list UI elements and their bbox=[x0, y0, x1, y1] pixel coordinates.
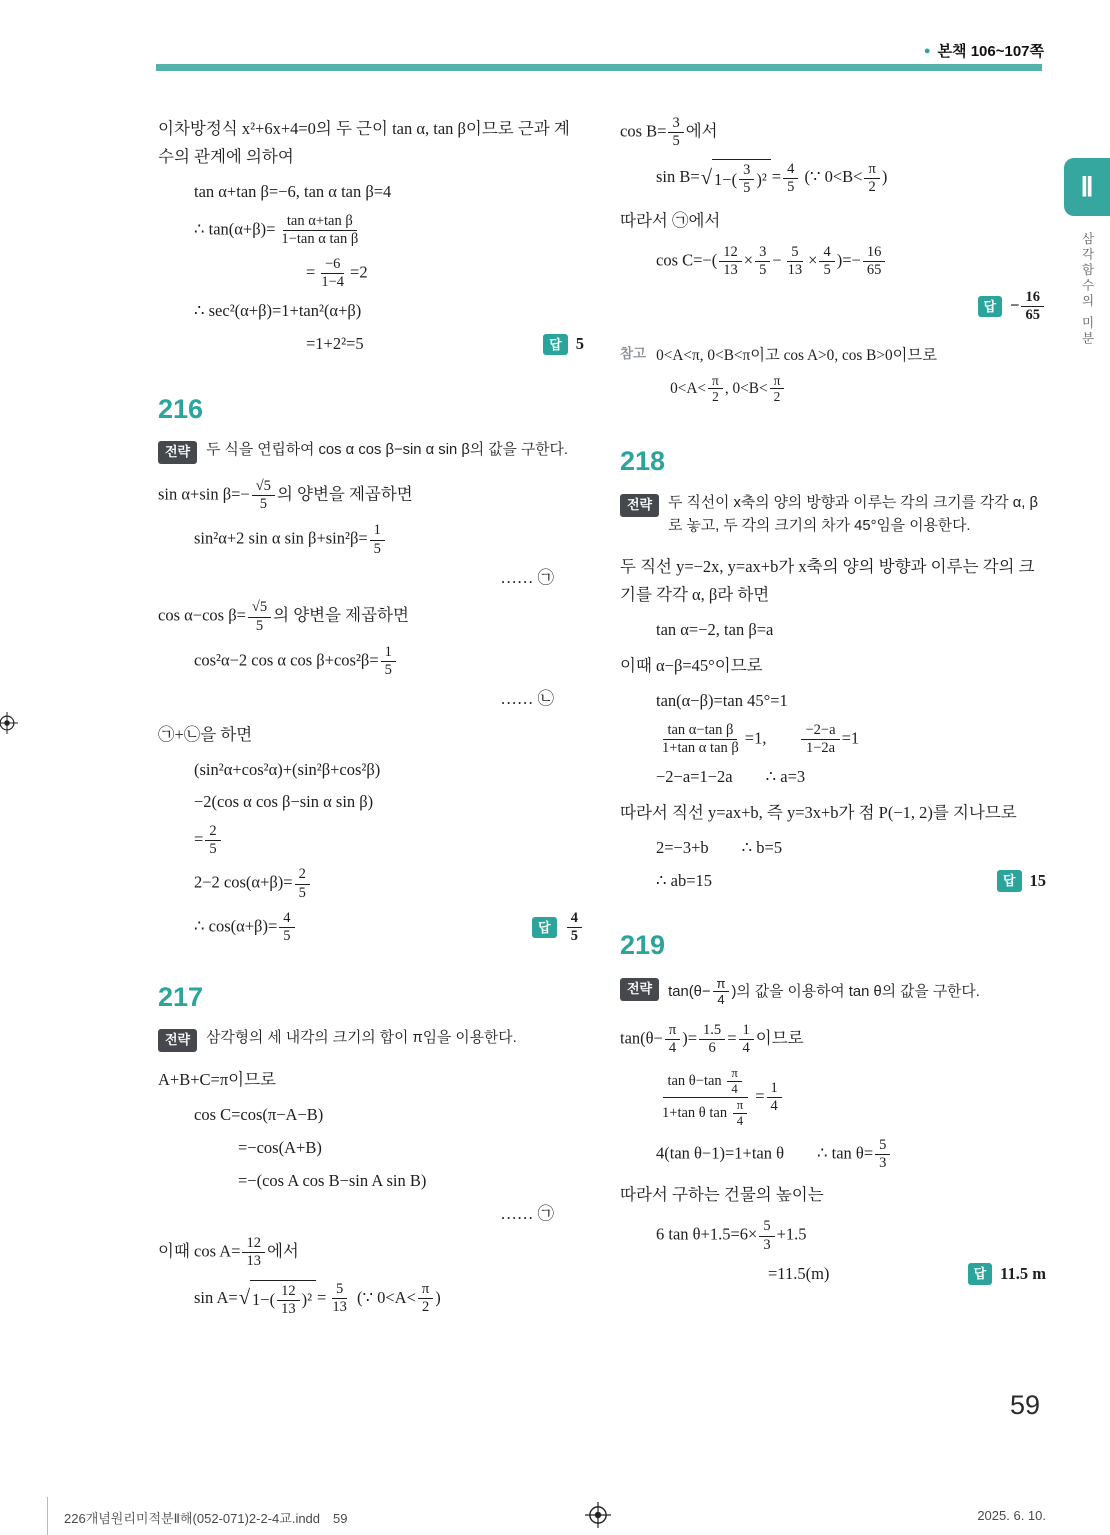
strategy bbox=[620, 976, 1046, 1008]
sqrt: √ 1−( $\frac{12}{13}$ )² bbox=[239, 1280, 316, 1318]
fraction: $\frac{5}{3}$ bbox=[875, 1137, 890, 1172]
fraction: $\frac{\pi}{2}$ bbox=[770, 373, 785, 406]
problem-number: 219 bbox=[620, 930, 666, 961]
math-line bbox=[158, 790, 584, 815]
fraction: $\frac{\text{tan α−tan β}}{\text{1+tan α tan β}}$ bbox=[662, 721, 739, 756]
fraction: $\frac{12}{13}$ bbox=[242, 1235, 265, 1270]
math-expression: ∴ cos(α+β)= $\frac{4}{5}$ bbox=[194, 910, 297, 945]
math-expression: 2−2 cos(α+β)= $\frac{2}{5}$ bbox=[194, 866, 312, 901]
fraction: $\frac{12}{13}$ bbox=[719, 244, 742, 279]
math-line bbox=[158, 522, 584, 557]
footer-filename: 226개념원리미적분Ⅱ해(052-071)2-2-4교.indd 59 bbox=[64, 1511, 348, 1526]
paragraph: tan(θ− $\frac{\pi}{4}$ )= $\frac{1.5}{6}$ = $\frac{1}{4}$ 이므로 bbox=[620, 1021, 804, 1056]
math-expression: 2=−3+b ∴ b=5 bbox=[656, 837, 783, 857]
reference-mark: …… ㉡ bbox=[500, 688, 554, 708]
fraction: $\frac{1}{5}$ bbox=[370, 522, 385, 557]
math-expression: −2−a=1−2a ∴ a=3 bbox=[656, 767, 806, 787]
fraction: $\frac{√5}{5}$ bbox=[252, 478, 275, 513]
strategy-badge: 전략 bbox=[158, 1029, 197, 1052]
math-expression: sin A= √ 1−( $\frac{12}{13}$ )² = $\frac{5}{13}$ (∵ 0<A< $\frac{\pi}{2}$ ) bbox=[194, 1281, 441, 1317]
math-expression: =1+2²=5 bbox=[306, 334, 364, 354]
math-line bbox=[620, 836, 1046, 861]
fraction: $\frac{5}{3}$ bbox=[759, 1218, 774, 1253]
math-expression: ∴ ab=15 bbox=[656, 870, 713, 890]
math-line bbox=[158, 256, 584, 291]
answer-line bbox=[620, 289, 1046, 324]
fraction: $\frac{\pi}{2}$ bbox=[418, 1281, 433, 1316]
answer bbox=[543, 332, 584, 357]
paragraph: 이때 α−β=45°이므로 bbox=[620, 655, 763, 675]
math-expression: tan α=−2, tan β=a bbox=[656, 620, 774, 640]
math-expression: −2(cos α cos β−sin α sin β) bbox=[194, 792, 374, 812]
problem-number: 217 bbox=[158, 981, 204, 1012]
answer-badge: 답 bbox=[978, 296, 1003, 318]
math-line bbox=[620, 722, 1046, 757]
answer-badge: 답 bbox=[543, 334, 568, 356]
math-line bbox=[158, 180, 584, 205]
fraction: $\frac{\text{tan α+tan β}}{\text{1−tan α tan β}}$ bbox=[281, 212, 359, 247]
math-line bbox=[158, 332, 584, 357]
column-left bbox=[158, 106, 584, 1326]
strategy-badge: 전략 bbox=[158, 441, 197, 464]
fraction: $\frac{1}{5}$ bbox=[381, 644, 396, 679]
note-line: 0<A< $\frac{\pi}{2}$ , 0<B< $\frac{\pi}{2}$ bbox=[656, 373, 937, 406]
fraction: $\frac{4}{5}$ bbox=[783, 161, 798, 196]
math-line bbox=[620, 1066, 1046, 1129]
fraction: $\frac{\pi}{4}$ bbox=[665, 1022, 680, 1057]
paragraph: cos B= $\frac{3}{5}$ 에서 bbox=[620, 115, 718, 150]
math-expression: cos C=−( $\frac{12}{13}$ × $\frac{3}{5}$ − $\frac{5}{13}$ × $\frac{4}{5}$ )=− $\frac{16}{65}$ bbox=[656, 244, 887, 279]
strategy-text: 두 식을 연립하여 cos α cos β−sin α sin β의 값을 구한다. bbox=[206, 442, 568, 459]
fraction: $\frac{4}{5}$ bbox=[819, 244, 834, 279]
fraction: $\frac{16}{65}$ bbox=[1021, 289, 1044, 324]
fraction: tan θ−tan $\frac{\pi}{4}$ 1+tan θ tan $\frac{\pi}{4}$ bbox=[658, 1066, 753, 1129]
math-line bbox=[620, 869, 1046, 894]
paragraph: 두 직선 y=−2x, y=ax+b가 x축의 양의 방향과 이루는 각의 크기를 각각 α, β라 하면 bbox=[620, 557, 1035, 605]
math-expression: = $\frac{2}{5}$ bbox=[194, 823, 223, 858]
note-line: 0<A<π, 0<B<π이고 cos A>0, cos B>0이므로 bbox=[656, 347, 937, 365]
math-expression: tan α+tan β=−6, tan α tan β=4 bbox=[194, 182, 392, 202]
math-expression: =−cos(A+B) bbox=[238, 1138, 322, 1158]
page-header bbox=[924, 40, 1044, 61]
header-page-ref: 본책 106~107쪽 bbox=[937, 43, 1044, 60]
fraction: $\frac{1.5}{6}$ bbox=[699, 1022, 725, 1057]
answer bbox=[532, 910, 584, 945]
paragraph: 따라서 직선 y=ax+b, 즉 y=3x+b가 점 P(−1, 2)를 지나므로 bbox=[620, 802, 1017, 822]
fraction: $\frac{\pi}{4}$ bbox=[713, 976, 730, 1008]
strategy-badge: 전략 bbox=[620, 978, 659, 1001]
answer-badge: 답 bbox=[532, 917, 557, 939]
math-line bbox=[158, 758, 584, 783]
fraction: $\frac{5}{13}$ bbox=[332, 1281, 347, 1316]
note bbox=[620, 340, 1046, 409]
fraction: $\frac{3}{5}$ bbox=[739, 162, 754, 197]
paragraph: 이때 cos A= $\frac{12}{13}$ 에서 bbox=[158, 1235, 299, 1270]
math-line bbox=[158, 644, 584, 679]
fraction: $\frac{1}{4}$ bbox=[739, 1022, 754, 1057]
math-line bbox=[620, 1218, 1046, 1253]
math-expression: cos C=cos(π−A−B) bbox=[194, 1105, 324, 1125]
fraction: $\frac{\pi}{2}$ bbox=[864, 161, 879, 196]
reference-mark: …… ㉠ bbox=[500, 1203, 554, 1223]
math-expression: sin B= √ 1−( $\frac{3}{5}$ )² = $\frac{4}{5}$ (∵ 0<B< $\frac{\pi}{2}$ ) bbox=[656, 160, 888, 197]
math-line bbox=[158, 299, 584, 324]
strategy bbox=[158, 1027, 584, 1052]
math-line bbox=[158, 823, 584, 858]
math-expression: tan(α−β)=tan 45°=1 bbox=[656, 691, 788, 711]
reference-mark: …… ㉠ bbox=[500, 567, 554, 587]
math-line bbox=[620, 765, 1046, 790]
math-expression: =11.5(m) bbox=[768, 1263, 830, 1283]
math-expression: ∴ sec²(α+β)=1+tan²(α+β) bbox=[194, 301, 362, 321]
math-line bbox=[158, 866, 584, 901]
problem-number: 216 bbox=[158, 393, 204, 424]
paragraph: cos α−cos β= $\frac{√5}{5}$ 의 양변을 제곱하면 bbox=[158, 599, 409, 634]
paragraph: ㉠+㉡을 하면 bbox=[158, 724, 253, 744]
fraction: $\frac{5}{13}$ bbox=[787, 243, 803, 278]
chapter-title-vertical: 삼각함수의 미분 bbox=[1080, 232, 1094, 347]
strategy bbox=[158, 439, 584, 464]
column-right bbox=[620, 106, 1046, 1294]
strategy-text: 두 직선이 x축의 양의 방향과 이루는 각의 크기를 각각 α, β로 놓고, 두 각의 크기의 차가 45°임을 이용한다. bbox=[668, 494, 1038, 535]
math-line bbox=[158, 1136, 584, 1161]
math-expression: sin²α+2 sin α sin β+sin²β= $\frac{1}{5}$ bbox=[194, 522, 387, 557]
math-line bbox=[158, 1280, 584, 1318]
fraction: $\frac{2}{5}$ bbox=[205, 823, 220, 858]
header-rule bbox=[156, 64, 1042, 71]
math-expression: tan θ−tan $\frac{\pi}{4}$ 1+tan θ tan $\frac{\pi}{4}$ = $\frac{1}{4}$ bbox=[656, 1066, 784, 1129]
fraction: $\frac{16}{65}$ bbox=[863, 244, 886, 279]
fraction: $\frac{2}{5}$ bbox=[295, 866, 310, 901]
math-line bbox=[620, 159, 1046, 197]
answer bbox=[968, 1262, 1046, 1287]
math-line bbox=[620, 1262, 1046, 1287]
paragraph: 따라서 ㉠에서 bbox=[620, 210, 721, 230]
problem-number: 218 bbox=[620, 446, 666, 477]
strategy-text: tan(θ− $\frac{\pi}{4}$ )의 값을 이용하여 tan θ의 값을 구한다. bbox=[668, 975, 980, 1008]
fraction: $\frac{3}{5}$ bbox=[668, 115, 683, 150]
fraction: $\frac{1}{4}$ bbox=[767, 1080, 782, 1115]
math-line bbox=[620, 689, 1046, 714]
fraction: $\frac{\pi}{2}$ bbox=[708, 373, 723, 406]
registration-mark-left bbox=[0, 712, 18, 734]
fraction: $\frac{3}{5}$ bbox=[755, 244, 770, 279]
fraction: $\frac{-2-a}{1-2a}$ bbox=[801, 722, 839, 757]
answer-value: − $\frac{16}{65}$ bbox=[1010, 289, 1046, 324]
math-expression: =−(cos A cos B−sin A sin B) bbox=[238, 1170, 427, 1190]
note-body bbox=[656, 340, 937, 409]
math-expression: $\frac{\text{tan α−tan β}}{\text{1+tan α tan β}}$ =1, $\frac{-2-a}{1-2a}$ =1 bbox=[656, 722, 859, 757]
paragraph: 따라서 구하는 건물의 높이는 bbox=[620, 1185, 824, 1205]
answer-value: 15 bbox=[1029, 870, 1046, 890]
fraction: $\frac{\pi}{4}$ bbox=[733, 1098, 747, 1129]
note-label: 참고 bbox=[620, 346, 647, 362]
math-line bbox=[620, 1137, 1046, 1172]
paragraph: sin α+sin β=− $\frac{√5}{5}$ 의 양변을 제곱하면 bbox=[158, 478, 413, 513]
sqrt: √ 1−( $\frac{3}{5}$ )² bbox=[701, 159, 771, 197]
fraction: $\frac{\pi}{4}$ bbox=[727, 1066, 741, 1097]
math-expression: cos²α−2 cos α cos β+cos²β= $\frac{1}{5}$ bbox=[194, 644, 398, 679]
math-expression: (sin²α+cos²α)+(sin²β+cos²β) bbox=[194, 759, 381, 779]
answer-badge: 답 bbox=[997, 870, 1022, 892]
paragraph: A+B+C=π이므로 bbox=[158, 1070, 276, 1090]
fraction: $\frac{√5}{5}$ bbox=[248, 599, 271, 634]
answer-value bbox=[565, 910, 584, 945]
fraction: $\frac{12}{13}$ bbox=[277, 1283, 300, 1318]
math-expression: 6 tan θ+1.5=6× $\frac{5}{3}$ +1.5 bbox=[656, 1218, 807, 1253]
math-line bbox=[620, 244, 1046, 279]
strategy-text: 삼각형의 세 내각의 크기의 합이 π임을 이용한다. bbox=[206, 1030, 517, 1047]
footer-date: 2025. 6. 10. bbox=[977, 1508, 1046, 1523]
answer-badge: 답 bbox=[968, 1263, 993, 1285]
math-expression: ∴ tan(α+β)= $\frac{\text{tan α+tan β}}{\text{1−tan α tan β}}$ bbox=[194, 213, 364, 248]
math-line bbox=[158, 213, 584, 248]
fraction: $\frac{4}{5}$ bbox=[279, 910, 294, 945]
answer-value: 11.5 m bbox=[1000, 1263, 1046, 1283]
answer bbox=[997, 869, 1046, 894]
math-line bbox=[158, 1169, 584, 1194]
math-line bbox=[158, 1103, 584, 1128]
crop-mark bbox=[47, 1497, 48, 1535]
math-line bbox=[158, 910, 584, 945]
registration-mark-center bbox=[585, 1502, 611, 1528]
chapter-tab: Ⅱ bbox=[1064, 158, 1110, 216]
answer-value: 5 bbox=[575, 334, 584, 354]
math-line bbox=[620, 618, 1046, 643]
bullet-icon: ● bbox=[923, 44, 931, 57]
answer bbox=[978, 289, 1046, 324]
fraction: $\frac{-6}{1-4}$ bbox=[321, 256, 345, 291]
math-expression: = $\frac{-6}{1-4}$ =2 bbox=[306, 256, 368, 291]
strategy bbox=[620, 492, 1046, 539]
strategy-badge: 전략 bbox=[620, 494, 659, 517]
paragraph: 이차방정식 x²+6x+4=0의 두 근이 tan α, tan β이므로 근과 계수의 관계에 의하여 bbox=[158, 119, 570, 167]
page-number: 59 bbox=[1009, 1390, 1040, 1420]
math-expression: 4(tan θ−1)=1+tan θ ∴ tan θ= $\frac{5}{3}$ bbox=[656, 1137, 892, 1172]
fraction: $\frac{4}{5}$ bbox=[567, 910, 582, 945]
